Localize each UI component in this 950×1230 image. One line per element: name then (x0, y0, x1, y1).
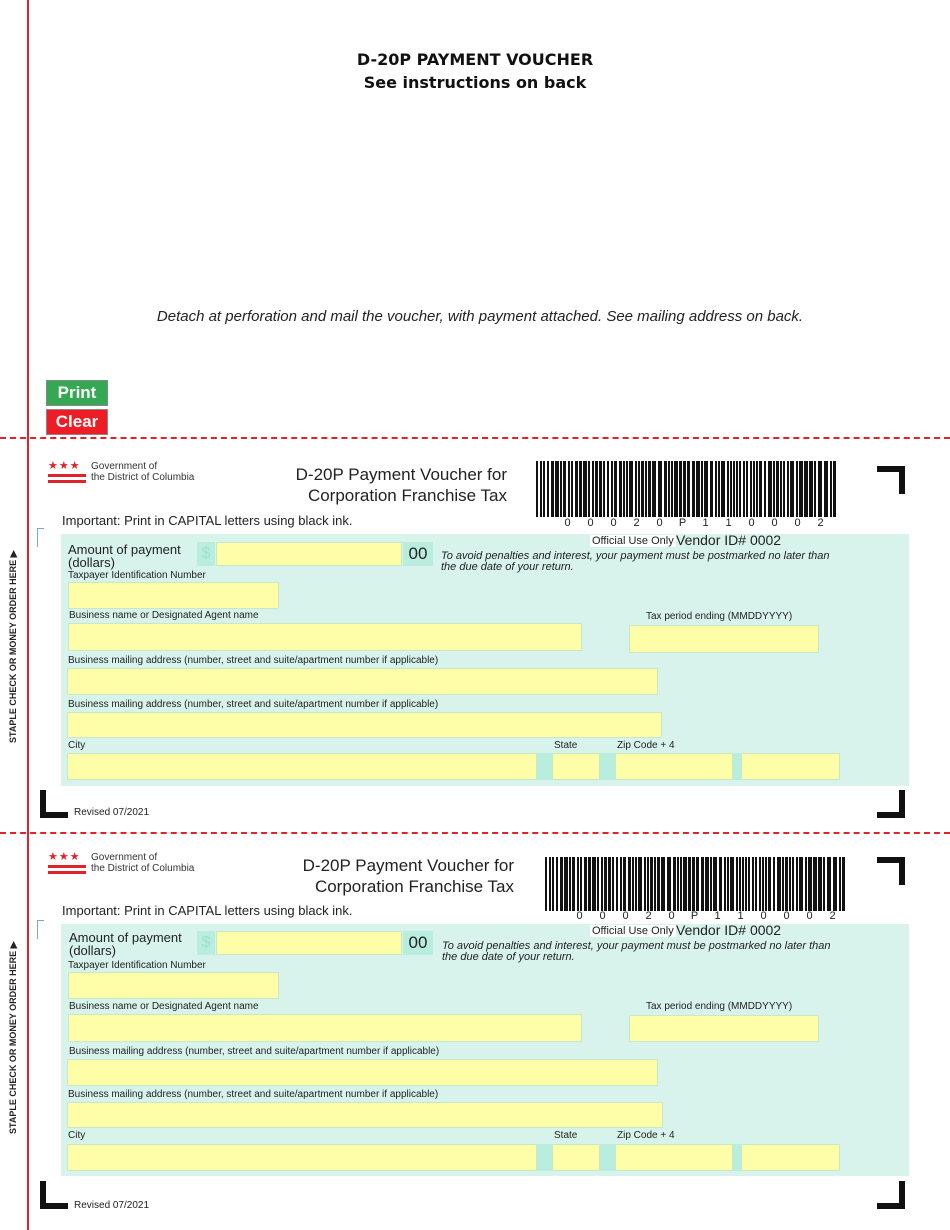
dollar-sign: $ (197, 931, 215, 955)
zip-field[interactable] (615, 753, 733, 780)
barcode-digit: 0 (564, 517, 571, 529)
address-label-2: Business mailing address (number, street and suite/apartment number if applicable) (68, 699, 439, 710)
barcode-digit: 1 (714, 910, 721, 922)
corner-mark (899, 466, 905, 494)
barcode-bar (664, 461, 667, 517)
barcode-bar (752, 857, 754, 911)
barcode-bar (650, 857, 653, 911)
barcode-bar (560, 461, 562, 517)
barcode-digit: P (690, 910, 699, 922)
barcode-bar (755, 857, 757, 911)
government-label: Government of the District of Columbia (91, 852, 195, 874)
barcode-bar (719, 857, 722, 911)
business-name-field[interactable] (68, 1014, 582, 1042)
tin-label: Taxpayer Identification Number (68, 570, 206, 581)
barcode-digit: 0 (771, 517, 778, 529)
barcode-bar (583, 461, 587, 517)
cents-label: 00 (403, 931, 433, 955)
detach-instructions: Detach at perforation and mail the voucher, with payment attached. See mailing address on back. (156, 308, 804, 325)
barcode-digit: 0 (599, 910, 606, 922)
barcode-bar (739, 857, 741, 911)
barcode-bar (713, 857, 717, 911)
field-separator (600, 1144, 615, 1171)
barcode-bar (692, 461, 695, 517)
barcode-bar (595, 461, 598, 517)
barcode-bar (746, 461, 748, 517)
zip-label: Zip Code + 4 (617, 1130, 675, 1141)
zip-field[interactable] (615, 1144, 733, 1171)
state-label: State (554, 1130, 578, 1141)
barcode-bar (588, 857, 591, 911)
barcode-bar (696, 857, 699, 911)
barcode-bar (551, 461, 554, 517)
barcode-bar (592, 857, 596, 911)
government-label: Government of the District of Columbia (91, 461, 195, 483)
barcode-bar (704, 461, 708, 517)
barcode-bar (813, 857, 817, 911)
address-field-1[interactable] (67, 1059, 658, 1086)
barcode-bar (785, 857, 788, 911)
barcode-bar (715, 461, 717, 517)
barcode-bar (644, 857, 646, 911)
barcode-bar (809, 461, 813, 517)
print-button[interactable]: Print (46, 380, 108, 406)
barcode-bar (768, 461, 772, 517)
staple-instruction: STAPLE CHECK OR MONEY ORDER HERE ▶ (8, 550, 18, 743)
postmark-note: To avoid penalties and interest, your payment must be postmarked no later than the due date of your return. (441, 550, 830, 573)
field-separator (733, 1144, 741, 1171)
barcode-digit: 2 (645, 910, 652, 922)
barcode-bar (564, 857, 568, 911)
zip-label: Zip Code + 4 (617, 740, 675, 751)
barcode-bar (607, 461, 609, 517)
barcode-bar (796, 461, 798, 517)
barcode-bar (687, 461, 690, 517)
barcode-bar (733, 461, 735, 517)
barcode-bar (601, 857, 603, 911)
important-note: Important: Print in CAPITAL letters using black ink. (62, 903, 353, 918)
corner-mark (899, 857, 905, 885)
barcode-bar (658, 461, 662, 517)
barcode-bar (661, 857, 665, 911)
barcode-bar (701, 461, 703, 517)
barcode-digits (556, 517, 832, 529)
barcode-bar (597, 857, 599, 911)
barcode-bar (833, 461, 836, 517)
barcode-bar (536, 461, 538, 517)
address-field-2[interactable] (67, 712, 662, 738)
barcode-bar (745, 857, 747, 911)
barcode-bar (584, 857, 587, 911)
page-subtitle: See instructions on back (363, 73, 587, 92)
barcode-bar (679, 461, 682, 517)
barcode-bar (736, 461, 738, 517)
barcode-bar (572, 857, 575, 911)
barcode-bar (654, 857, 656, 911)
barcode-bar (623, 461, 625, 517)
tin-label: Taxpayer Identification Number (68, 960, 206, 971)
barcode-bar (556, 857, 558, 911)
state-field[interactable] (552, 1144, 600, 1171)
revision-date: Revised 07/2021 (74, 807, 150, 818)
state-field[interactable] (552, 753, 600, 780)
barcode-bar (787, 461, 789, 517)
amount-label: Amount of payment (dollars) (68, 542, 181, 570)
barcode-bar (577, 857, 579, 911)
amount-field[interactable] (216, 931, 402, 955)
barcode-digit: 2 (817, 517, 824, 529)
staple-instruction: STAPLE CHECK OR MONEY ORDER HERE ▶ (8, 941, 18, 1134)
barcode-bar (759, 857, 761, 911)
barcode-bar (756, 461, 758, 517)
voucher-title: D-20P Payment Voucher for Corporation Franchise Tax (295, 465, 507, 505)
barcode-bar (668, 461, 670, 517)
revision-date: Revised 07/2021 (74, 1200, 150, 1211)
address-label-2: Business mailing address (number, street and suite/apartment number if applicable) (68, 1089, 439, 1100)
barcode-digit: 1 (737, 910, 744, 922)
barcode-bar (701, 857, 704, 911)
barcode-bar (652, 461, 656, 517)
field-separator (537, 1144, 552, 1171)
barcode-bar (696, 461, 700, 517)
field-separator (733, 753, 741, 780)
barcode-bar (579, 461, 582, 517)
business-name-field[interactable] (68, 623, 582, 651)
barcode-bar (753, 461, 755, 517)
barcode-bar (626, 461, 628, 517)
business-name-label: Business name or Designated Agent name (69, 610, 259, 621)
barcode-bar (648, 461, 651, 517)
barcode-bar (568, 461, 570, 517)
barcode-bar (674, 461, 678, 517)
barcode-bar (842, 857, 845, 911)
barcode-bar (742, 857, 744, 911)
barcode-bar (635, 857, 637, 911)
barcode-bar (705, 857, 709, 911)
barcode-digit: 0 (668, 910, 675, 922)
barcode-bar (635, 461, 637, 517)
barcode-digit: 0 (622, 910, 629, 922)
barcode-digit: 1 (702, 517, 709, 529)
barcode-bar (683, 857, 687, 911)
barcode-bar (824, 461, 828, 517)
barcode-bar (814, 461, 816, 517)
barcode-bar (683, 461, 686, 517)
barcode-bar (739, 461, 741, 517)
barcode-bar (647, 857, 649, 911)
barcode-digit: 0 (783, 910, 790, 922)
barcode-bar (759, 461, 762, 517)
barcode-bar (808, 857, 812, 911)
barcode-bar (608, 857, 611, 911)
barcode-bar (540, 461, 542, 517)
cents-label: 00 (403, 542, 433, 566)
barcode-bar (547, 461, 549, 517)
tax-period-field[interactable] (629, 625, 819, 653)
barcode-digit: 0 (760, 910, 767, 922)
barcode-bar (688, 857, 691, 911)
barcode-bar (692, 857, 695, 911)
barcode-bar (638, 461, 640, 517)
barcode-bar (619, 461, 622, 517)
barcode-bar (777, 857, 781, 911)
barcode-bar (833, 857, 837, 911)
barcode-bar (588, 461, 590, 517)
tax-period-label: Tax period ending (MMDDYYYY) (646, 611, 793, 622)
barcode-bar (580, 857, 582, 911)
barcode-bar (730, 857, 734, 911)
barcode-bar (667, 857, 671, 911)
barcode-bar (799, 461, 803, 517)
corner-mark (40, 1203, 68, 1209)
corner-mark (877, 812, 905, 818)
barcode-bar (671, 461, 673, 517)
barcode-bar (657, 857, 660, 911)
barcode-bar (727, 857, 729, 911)
barcode-bar (612, 857, 614, 911)
city-field[interactable] (67, 753, 537, 780)
barcode-bar (552, 857, 554, 911)
business-name-label: Business name or Designated Agent name (69, 1001, 259, 1012)
barcode-bar (805, 857, 807, 911)
barcode-bar (555, 461, 559, 517)
barcode-bar (839, 857, 841, 911)
address-label-1: Business mailing address (number, street and suite/apartment number if applicable) (69, 1046, 440, 1057)
tax-period-field[interactable] (629, 1015, 819, 1042)
barcode-bar (818, 857, 822, 911)
barcode-digit: 2 (829, 910, 836, 922)
clear-button[interactable]: Clear (46, 409, 108, 435)
barcode-bar (628, 857, 631, 911)
barcode-bar (773, 461, 775, 517)
barcode-bar (592, 461, 594, 517)
field-separator (600, 753, 615, 780)
barcode-bar (680, 857, 682, 911)
vendor-id: Vendor ID# 0002 (676, 922, 782, 938)
barcode-bar (721, 461, 725, 517)
important-note: Important: Print in CAPITAL letters using black ink. (62, 513, 353, 528)
barcode-digit: 2 (633, 517, 640, 529)
barcode-digit: 0 (656, 517, 663, 529)
official-use-label: Official Use Only (592, 925, 674, 937)
barcode-bar (804, 461, 808, 517)
barcode-bar (765, 857, 767, 911)
barcode-digits (568, 910, 844, 922)
barcode-digit: 0 (587, 517, 594, 529)
barcode-bar (790, 461, 794, 517)
dc-flag-icon: ★★★ (48, 852, 86, 874)
city-label: City (68, 740, 86, 751)
tax-period-label: Tax period ending (MMDDYYYY) (646, 1001, 793, 1012)
barcode-bar (743, 461, 745, 517)
barcode-bar (571, 461, 573, 517)
barcode-bar (673, 857, 676, 911)
barcode-bar (730, 461, 732, 517)
barcode (545, 857, 850, 913)
state-label: State (554, 740, 578, 751)
field-separator (537, 753, 552, 780)
barcode-bar (641, 461, 644, 517)
voucher-copy-2 (0, 831, 950, 1216)
dollar-sign: $ (197, 542, 215, 566)
amount-label: Amount of payment (dollars) (69, 930, 182, 958)
barcode-bar (796, 857, 798, 911)
barcode-bar (710, 461, 713, 517)
barcode-bar (560, 857, 563, 911)
barcode-bar (762, 857, 764, 911)
barcode-digit: 0 (610, 517, 617, 529)
barcode-bar (799, 857, 803, 911)
barcode-bar (604, 857, 607, 911)
address-field-2[interactable] (67, 1102, 663, 1128)
zip4-field[interactable] (741, 753, 840, 780)
staple-hook (37, 528, 44, 547)
barcode-digit: 0 (806, 910, 813, 922)
barcode-bar (616, 857, 618, 911)
barcode-bar (776, 461, 779, 517)
barcode-bar (623, 857, 626, 911)
vendor-id: Vendor ID# 0002 (676, 532, 782, 548)
city-field[interactable] (67, 1144, 537, 1171)
barcode-bar (764, 461, 766, 517)
barcode-bar (563, 461, 566, 517)
barcode-bar (782, 857, 784, 911)
barcode-bar (818, 461, 822, 517)
barcode (536, 461, 840, 517)
barcode-bar (718, 461, 720, 517)
official-use-label: Official Use Only (592, 535, 674, 547)
barcode-bar (614, 461, 617, 517)
address-field-1[interactable] (67, 668, 658, 695)
barcode-bar (549, 857, 551, 911)
barcode-bar (827, 857, 831, 911)
perforation-line (0, 437, 950, 439)
barcode-bar (543, 461, 545, 517)
barcode-bar (599, 461, 602, 517)
barcode-digit: 0 (748, 517, 755, 529)
barcode-bar (603, 461, 605, 517)
tin-field[interactable] (68, 582, 279, 609)
address-label-1: Business mailing address (number, street and suite/apartment number if applicable) (68, 655, 439, 666)
barcode-bar (677, 857, 679, 911)
barcode-bar (789, 857, 791, 911)
corner-mark (40, 812, 68, 818)
barcode-bar (611, 461, 613, 517)
barcode-bar (545, 857, 547, 911)
zip4-field[interactable] (741, 1144, 840, 1171)
city-label: City (68, 1130, 86, 1141)
barcode-bar (780, 461, 782, 517)
barcode-bar (792, 857, 794, 911)
amount-field[interactable] (216, 542, 402, 566)
barcode-bar (783, 461, 785, 517)
barcode-bar (823, 857, 825, 911)
barcode-digit: P (678, 517, 687, 529)
barcode-bar (620, 857, 622, 911)
voucher-title: D-20P Payment Voucher for Corporation Franchise Tax (302, 856, 514, 896)
postmark-note: To avoid penalties and interest, your payment must be postmarked no later than the due date of your return. (442, 940, 831, 963)
barcode-digit: 1 (725, 517, 732, 529)
barcode-bar (569, 857, 571, 911)
barcode-digit: 0 (794, 517, 801, 529)
tin-field[interactable] (68, 972, 279, 999)
barcode-bar (750, 461, 752, 517)
barcode-bar (830, 461, 832, 517)
barcode-bar (629, 461, 633, 517)
barcode-bar (727, 461, 729, 517)
page-title: D-20P PAYMENT VOUCHER (356, 50, 594, 69)
dc-flag-icon: ★★★ (48, 461, 86, 483)
barcode-bar (710, 857, 712, 911)
barcode-bar (638, 857, 642, 911)
staple-hook (37, 920, 44, 939)
barcode-bar (575, 461, 578, 517)
corner-mark (877, 1203, 905, 1209)
voucher-copy-1 (0, 440, 950, 825)
barcode-bar (645, 461, 647, 517)
barcode-bar (773, 857, 775, 911)
barcode-bar (748, 857, 750, 911)
barcode-digit: 0 (576, 910, 583, 922)
barcode-bar (724, 857, 726, 911)
barcode-bar (632, 857, 634, 911)
barcode-bar (768, 857, 771, 911)
barcode-bar (736, 857, 738, 911)
